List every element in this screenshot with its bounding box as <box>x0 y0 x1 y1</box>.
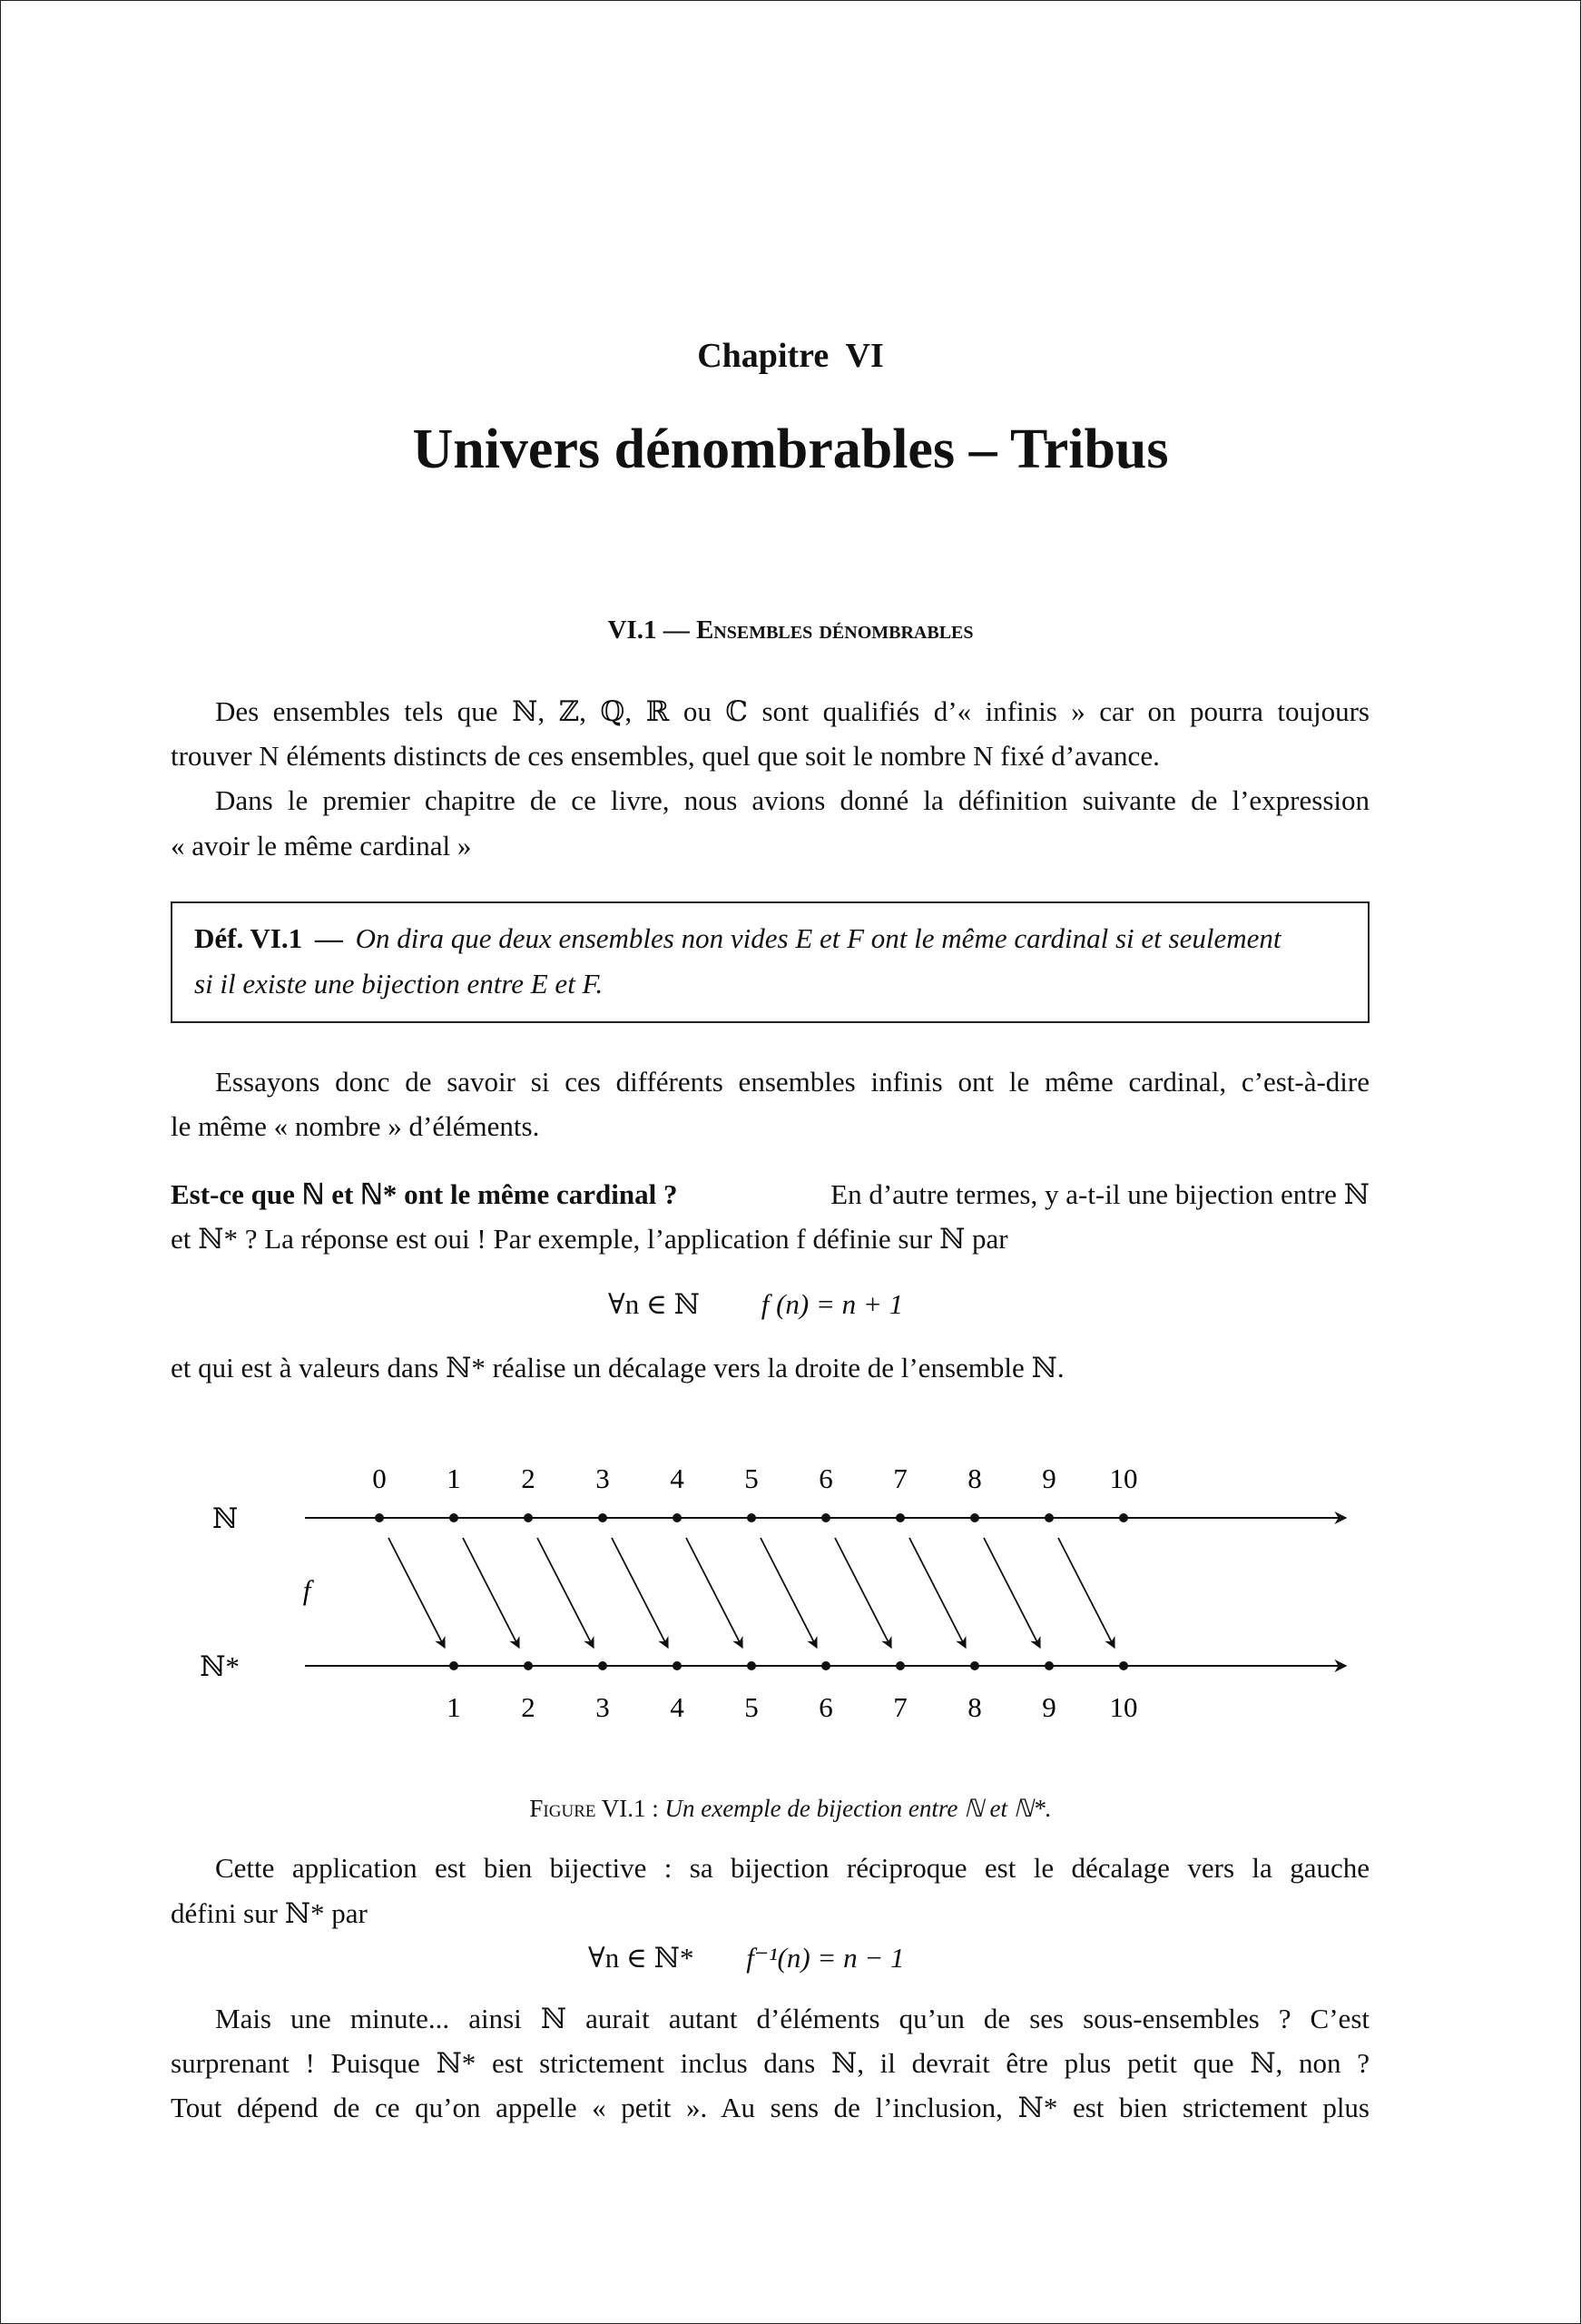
figure-caption-label: Figure VI.1 : <box>529 1795 659 1822</box>
formula-quantifier: ∀n ∈ ℕ* <box>588 1942 694 1974</box>
definition-text: On dira que deux ensembles non vides E et F ont le même cardinal si et seulement <box>355 922 1281 954</box>
top-axis-label: ℕ <box>211 1502 239 1534</box>
bottom-value-label: 2 <box>521 1691 535 1723</box>
bottom-point <box>1045 1661 1054 1670</box>
formula-2 <box>588 1940 1006 1976</box>
figure-caption <box>0 1790 1581 1827</box>
mapping-arrow <box>835 1538 891 1648</box>
formula-expression: f⁻¹(n) = n − 1 <box>746 1942 905 1974</box>
top-point <box>375 1513 384 1522</box>
top-value-label: 4 <box>670 1462 684 1494</box>
paragraph-line: « avoir le même cardinal » <box>171 830 472 862</box>
bottom-point <box>1119 1661 1128 1670</box>
top-point <box>970 1513 979 1522</box>
top-value-label: 3 <box>595 1462 610 1494</box>
question-text: En d’autre termes, y a-t-il une bijection entre ℕ <box>830 1178 1370 1210</box>
top-point <box>896 1513 905 1522</box>
chapter-label: Chapitre VI <box>697 337 884 375</box>
definition-box <box>171 901 1370 1023</box>
paragraph-line: le même « nombre » d’éléments. <box>171 1110 540 1142</box>
top-value-label: 10 <box>1109 1462 1138 1494</box>
paragraph-line: surprenant ! Puisque ℕ* est strictement inclus dans ℕ, il devrait être plus petit que ℕ, non ? <box>171 2047 1370 2079</box>
chapter-title: Univers dénombrables – Tribus <box>412 419 1169 480</box>
top-value-label: 9 <box>1042 1462 1056 1494</box>
mapping-arrow <box>909 1538 966 1648</box>
top-point <box>449 1513 458 1522</box>
bottom-value-label: 10 <box>1109 1691 1138 1723</box>
bottom-value-label: 1 <box>447 1691 461 1723</box>
paragraph-line <box>171 1177 1370 1213</box>
top-point <box>524 1513 533 1522</box>
bottom-value-label: 4 <box>670 1691 684 1723</box>
bottom-value-label: 5 <box>744 1691 759 1723</box>
top-value-label: 8 <box>967 1462 982 1494</box>
paragraph-line: défini sur ℕ* par <box>171 1897 368 1929</box>
definition-dash: — <box>314 922 343 954</box>
bottom-value-label: 9 <box>1042 1691 1056 1723</box>
bottom-value-label: 7 <box>893 1691 908 1723</box>
paragraph-line: Essayons donc de savoir si ces différents ensembles infinis ont le même cardinal, c’est-à-dire <box>215 1066 1370 1098</box>
top-point <box>747 1513 756 1522</box>
definition-label: Déf. VI.1 <box>194 922 303 954</box>
formula-expression: f (n) = n + 1 <box>761 1288 904 1320</box>
paragraph-line: Mais une minute... ainsi ℕ aurait autant d’éléments qu’un de ses sous-ensembles ? C’est <box>215 2003 1370 2034</box>
bottom-point <box>821 1661 830 1670</box>
top-value-label: 0 <box>372 1462 387 1494</box>
bottom-value-label: 8 <box>967 1691 982 1723</box>
bottom-point <box>896 1661 905 1670</box>
top-point <box>1119 1513 1128 1522</box>
paragraph-line: trouver N éléments distincts de ces ensembles, quel que soit le nombre N fixé d’avance. <box>171 740 1160 772</box>
section-heading: VI.1 — Ensembles dénombrables <box>607 615 974 645</box>
bottom-point <box>747 1661 756 1670</box>
question-heading: Est-ce que ℕ et ℕ* ont le même cardinal ? <box>171 1178 678 1210</box>
paragraph-line: Dans le premier chapitre de ce livre, nous avions donné la définition suivante de l’expression <box>215 784 1370 816</box>
mapping-arrow <box>686 1538 742 1648</box>
top-value-label: 7 <box>893 1462 908 1494</box>
top-point <box>1045 1513 1054 1522</box>
mapping-arrow <box>761 1538 817 1648</box>
definition-line-2: si il existe une bijection entre E et F. <box>194 968 604 1000</box>
mapping-arrow <box>463 1538 519 1648</box>
mapping-arrow <box>1058 1538 1115 1648</box>
top-value-label: 6 <box>819 1462 833 1494</box>
paragraph-line: Des ensembles tels que ℕ, ℤ, ℚ, ℝ ou ℂ sont qualifiés d’« infinis » car on pourra toujours <box>215 695 1370 727</box>
mapping-arrow <box>612 1538 668 1648</box>
bottom-point <box>970 1661 979 1670</box>
top-point <box>598 1513 607 1522</box>
top-value-label: 2 <box>521 1462 535 1494</box>
bottom-point <box>449 1661 458 1670</box>
mapping-arrow <box>537 1538 594 1648</box>
map-label: f <box>302 1574 311 1606</box>
mapping-arrow <box>388 1538 445 1648</box>
top-point <box>673 1513 682 1522</box>
bottom-axis-label: ℕ* <box>200 1650 240 1682</box>
bottom-point <box>673 1661 682 1670</box>
bottom-point <box>598 1661 607 1670</box>
paragraph-line: et ℕ* ? La réponse est oui ! Par exemple, l’application f définie sur ℕ par <box>171 1223 1008 1255</box>
paragraph-line: Tout dépend de ce qu’on appelle « petit ». Au sens de l’inclusion, ℕ* est bien strictement plus <box>171 2092 1370 2123</box>
top-point <box>821 1513 830 1522</box>
formula-quantifier: ∀n ∈ ℕ <box>608 1288 700 1320</box>
top-value-label: 1 <box>447 1462 461 1494</box>
bottom-value-label: 6 <box>819 1691 833 1723</box>
paragraph-line: et qui est à valeurs dans ℕ* réalise un décalage vers la droite de l’ensemble ℕ. <box>171 1352 1065 1384</box>
formula-1 <box>608 1286 971 1323</box>
bijection-diagram <box>0 1443 1581 1743</box>
figure-caption-text: Un exemple de bijection entre ℕ et ℕ*. <box>664 1795 1052 1822</box>
paragraph-line: Cette application est bien bijective : sa bijection réciproque est le décalage vers la gauche <box>215 1852 1370 1884</box>
top-value-label: 5 <box>744 1462 759 1494</box>
definition-line-1 <box>194 921 1347 957</box>
bottom-point <box>524 1661 533 1670</box>
mapping-arrow <box>984 1538 1040 1648</box>
bottom-value-label: 3 <box>595 1691 610 1723</box>
